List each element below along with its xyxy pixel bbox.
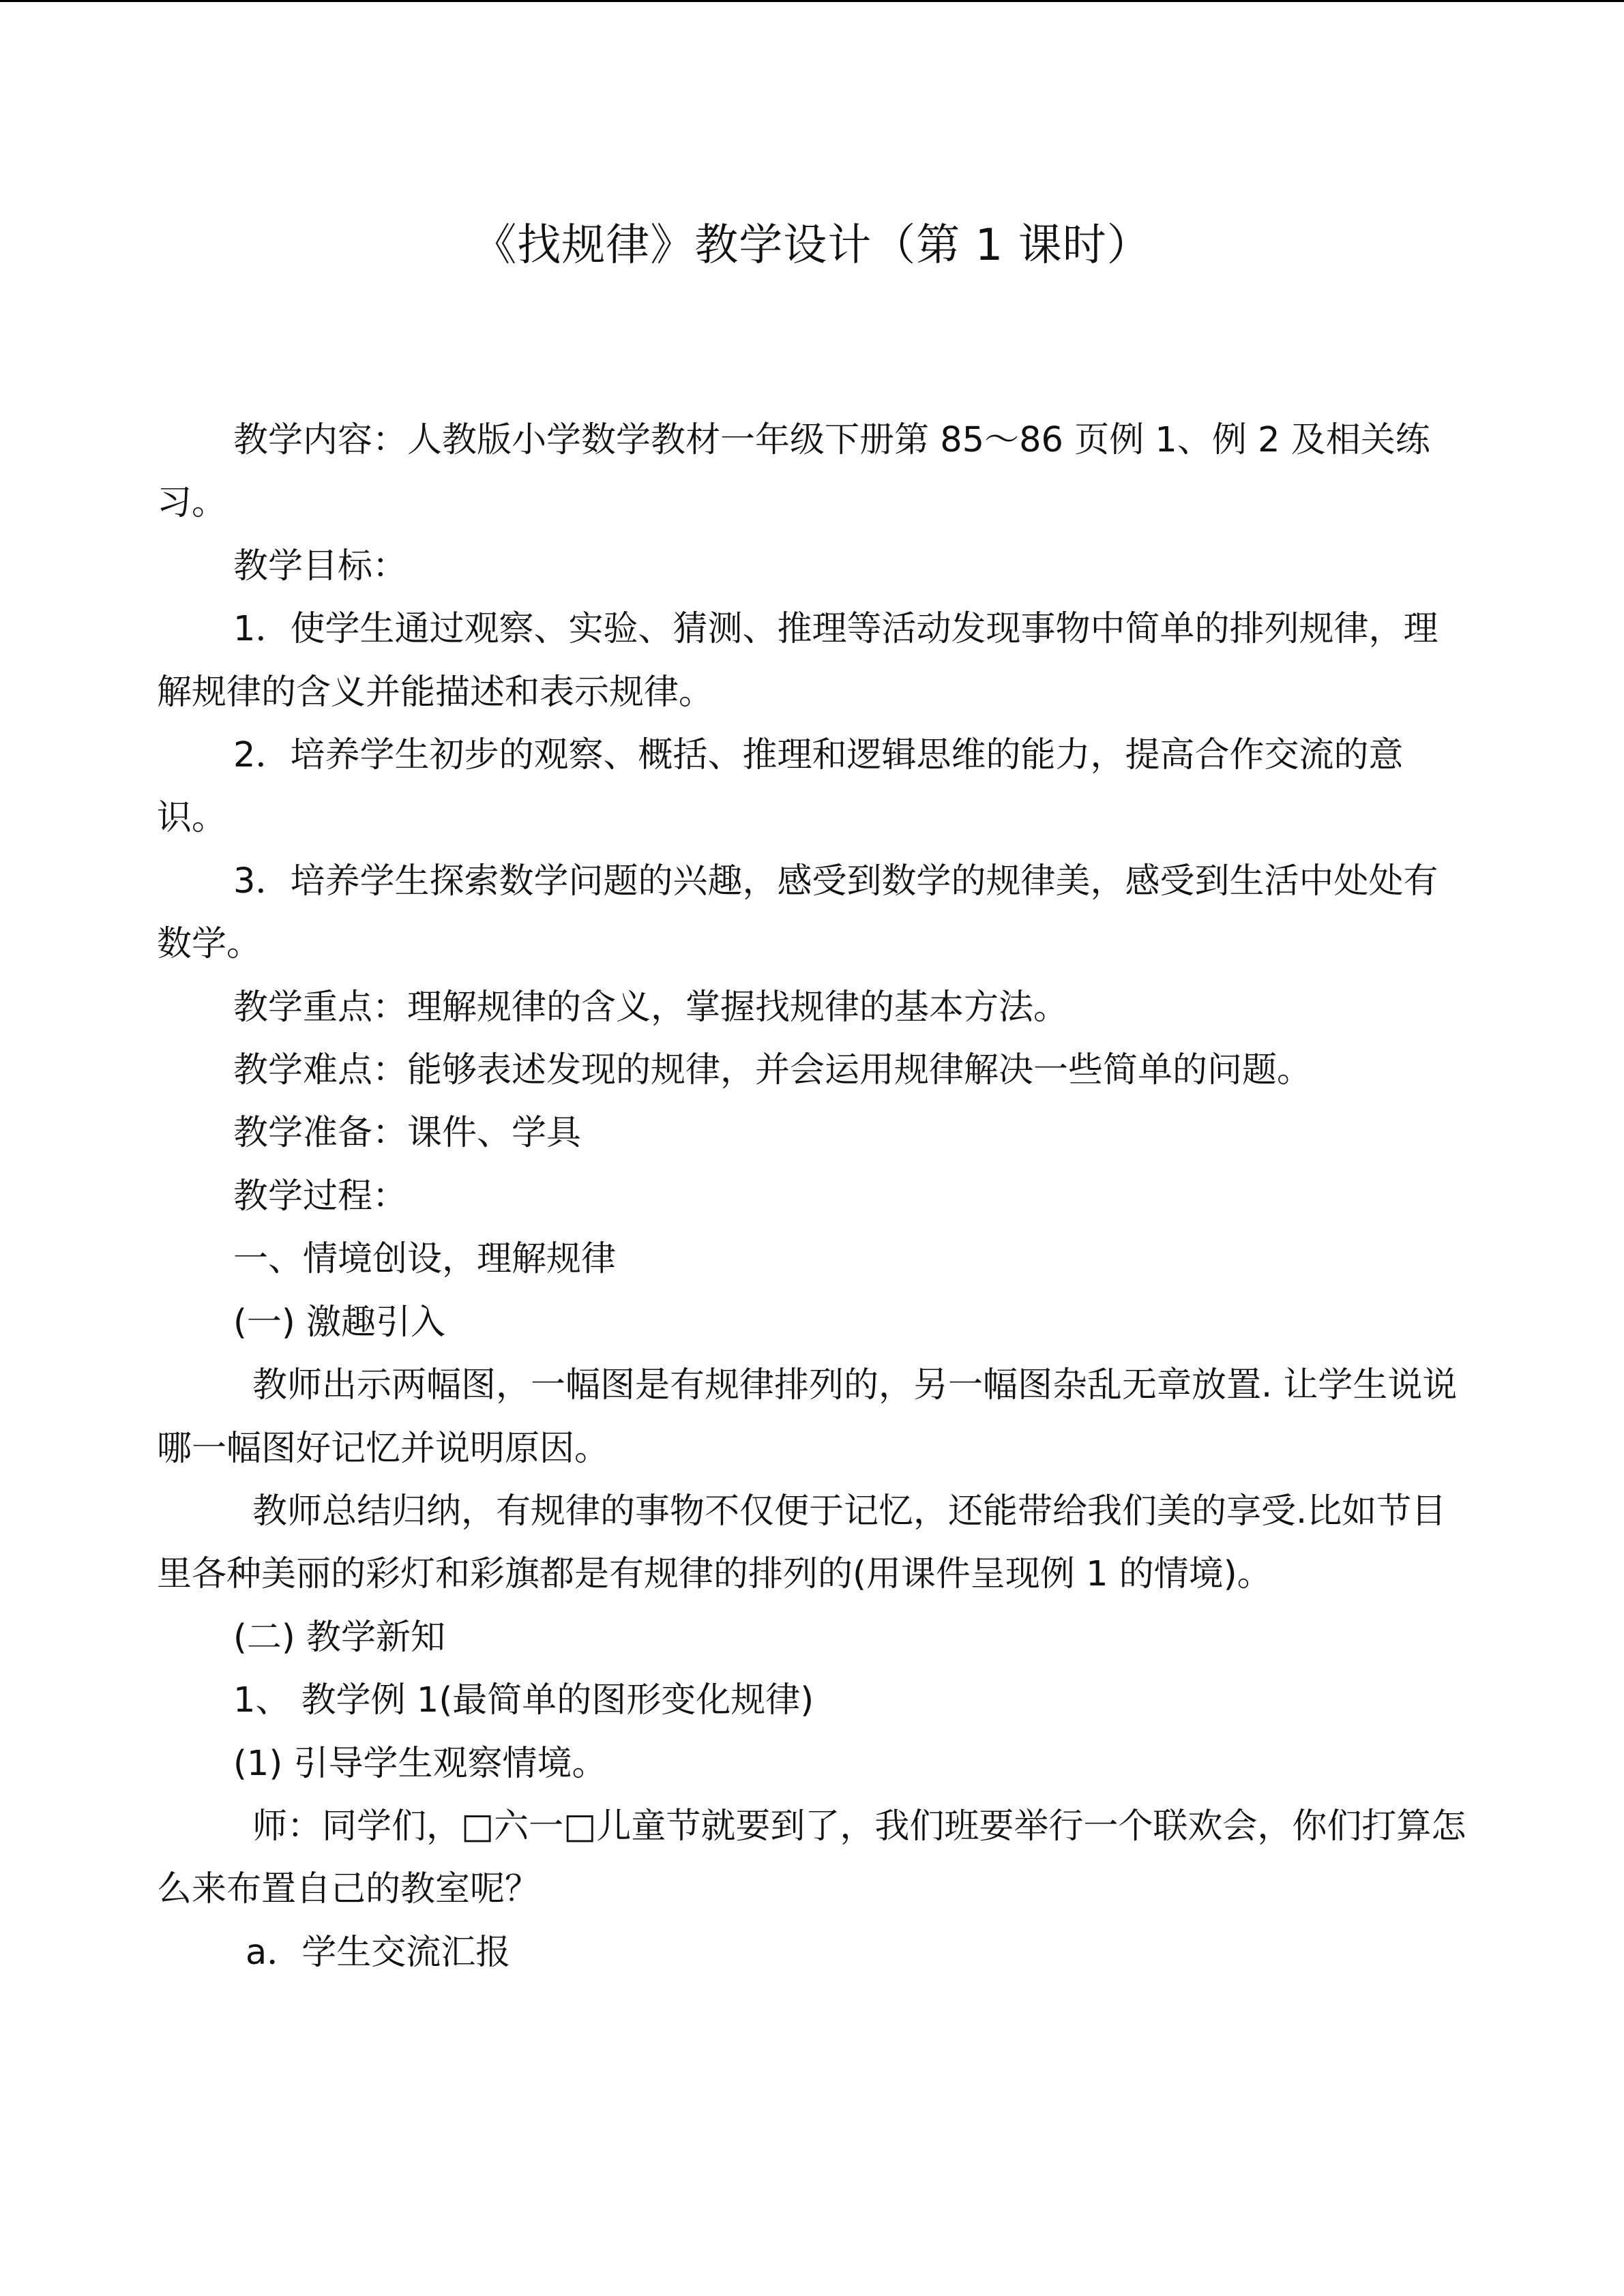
paragraph-teaching-content: 教学内容：人教版小学数学教材一年级下册第 85～86 页例 1、例 2 及相关练习。: [157, 420, 1430, 524]
step-1-heading: (1) 引导学生观察情境。: [233, 1743, 607, 1784]
paragraph-summary: 教师总结归纳，有规律的事物不仅便于记忆，还能带给我们美的享受.比如节目里各种美丽的彩灯和彩旗都是有规律的排列的(用课件呈现例 1 的情境)。: [157, 1491, 1447, 1595]
paragraph-teacher-question: 师：同学们，□六一□儿童节就要到了，我们班要举行一个联欢会，你们打算怎么来布置自己的教室呢？: [157, 1806, 1466, 1910]
subsection-heading-1: (一) 激趣引入: [233, 1302, 446, 1343]
example-1-heading: 1、 教学例 1(最简单的图形变化规律): [233, 1680, 814, 1721]
paragraph-key-point: 教学重点：理解规律的含义，掌握找规律的基本方法。: [233, 987, 1069, 1028]
paragraph-student-report: a．学生交流汇报: [246, 1932, 511, 1973]
subsection-heading-2: (二) 教学新知: [233, 1617, 446, 1658]
paragraph-objectives-heading: 教学目标：: [233, 546, 408, 586]
paragraph-process-heading: 教学过程：: [233, 1176, 408, 1217]
paragraph-objective-2: 2．培养学生初步的观察、概括、推理和逻辑思维的能力，提高合作交流的意识。: [157, 735, 1404, 839]
paragraph-objective-1: 1．使学生通过观察、实验、猜测、推理等活动发现事物中简单的排列规律，理解规律的含义并能描述和表示规律。: [157, 609, 1438, 713]
document-title: 《找规律》教学设计（第 1 课时）: [473, 220, 1151, 271]
paragraph-difficulty: 教学难点：能够表述发现的规律，并会运用规律解决一些简单的问题。: [233, 1050, 1312, 1091]
paragraph-preparation: 教学准备：课件、学具: [233, 1113, 582, 1154]
paragraph-objective-3: 3．培养学生探索数学问题的兴趣，感受到数学的规律美，感受到生活中处处有数学。: [157, 861, 1438, 965]
document-body: [157, 409, 1466, 1984]
paragraph-show-pictures: 教师出示两幅图，一幅图是有规律排列的，另一幅图杂乱无章放置. 让学生说说哪一幅图好记忆并说明原因。: [157, 1365, 1458, 1469]
section-heading-1: 一、情境创设，理解规律: [233, 1239, 617, 1280]
